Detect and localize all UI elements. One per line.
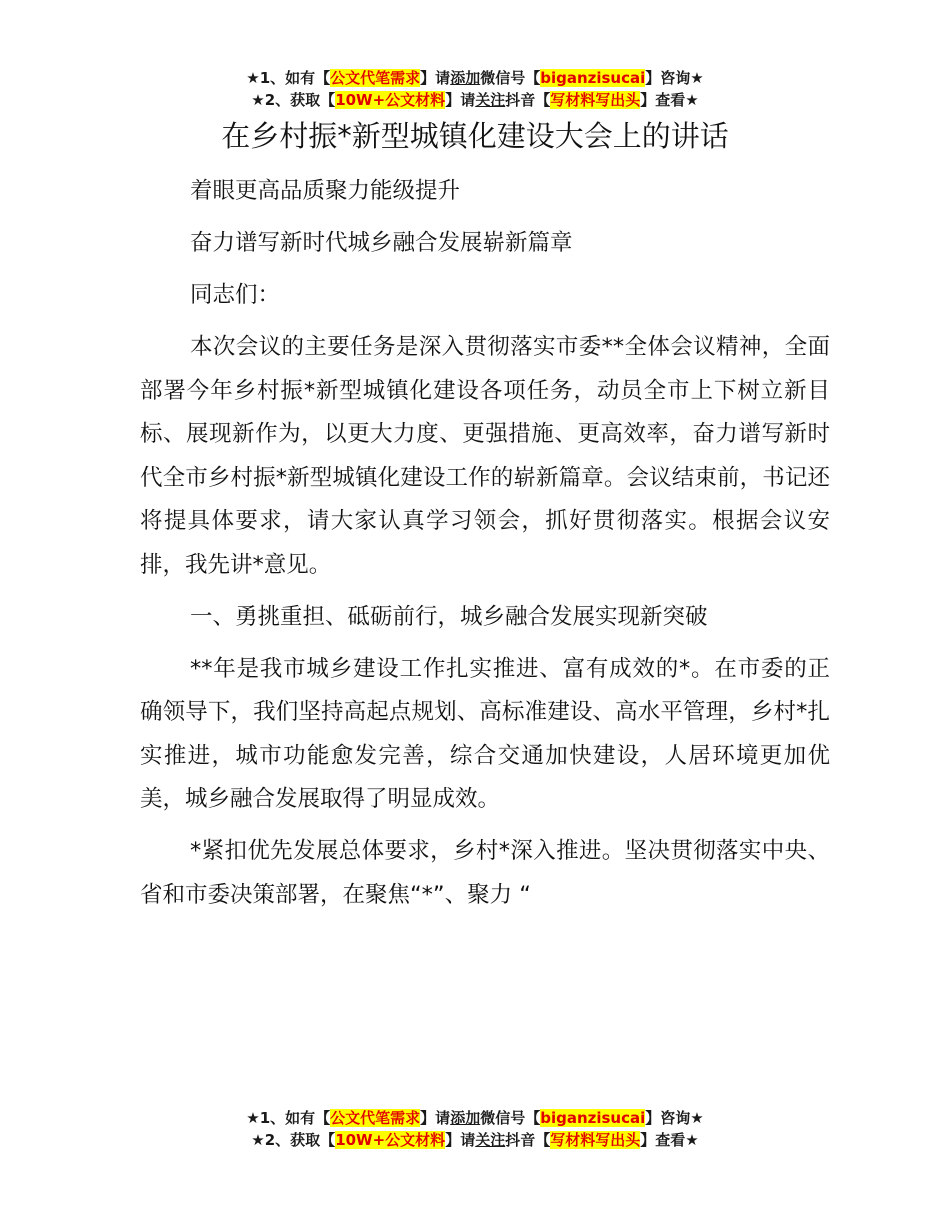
subtitle-line-2: 奋力谱写新时代城乡融合发展崭新篇章: [190, 230, 573, 256]
paragraph-intro: 本次会议的主要任务是深入贯彻落实市委**全体会议精神，全面部署今年乡村振*新型城镇化建设各项任务，动员全市上下树立新目标、展现新作为，以更大力度、更强措施、更高效率，奋力谱写新时代全市乡村振*新型城镇化建设工作的崭新篇章。会议结束前，书记还将提具体要求，请大家认真学习领会，抓好贯彻落实。根据会议安排，我先讲*意见。: [140, 334, 830, 578]
document-title: 在乡村振*新型城镇化建设大会上的讲话: [221, 119, 729, 153]
section-heading-1: 一、勇挑重担、砥砺前行，城乡融合发展实现新突破: [190, 603, 708, 630]
header-banner: [0, 67, 950, 111]
banner-line-1: ★1、如有【公文代笔需求】请添加微信号【biganzisucai】咨询★: [246, 69, 704, 87]
highlight-materials: 10W+公文材料: [335, 91, 446, 109]
highlight-wechat-id: biganzisucai: [540, 1109, 646, 1127]
paragraph-achievements: **年是我市城乡建设工作扎实推进、富有成效的*。在市委的正确领导下，我们坚持高起点规划、高标准建设、高水平管理，乡村*扎实推进，城市功能愈发完善，综合交通加快建设，人居环境更加优美，城乡融合发展取得了明显成效。: [140, 655, 830, 812]
banner-line-2: ★2、获取【10W+公文材料】请关注抖音【写材料写出头】查看★: [251, 91, 699, 109]
highlight-service: 公文代笔需求: [330, 1109, 421, 1127]
highlight-materials: 10W+公文材料: [335, 1131, 446, 1149]
footer-banner: [0, 1107, 950, 1151]
highlight-douyin-account: 写材料写出头: [550, 91, 641, 109]
subtitle-line-1: 着眼更高品质聚力能级提升: [190, 178, 461, 204]
banner-line-2: ★2、获取【10W+公文材料】请关注抖音【写材料写出头】查看★: [251, 1131, 699, 1149]
paragraph-rural: *紧扣优先发展总体要求，乡村*深入推进。坚决贯彻落实中央、省和市委决策部署，在聚焦“*”、聚力 “: [140, 838, 830, 908]
highlight-douyin-account: 写材料写出头: [550, 1131, 641, 1149]
banner-line-1: ★1、如有【公文代笔需求】请添加微信号【biganzisucai】咨询★: [246, 1109, 704, 1127]
highlight-service: 公文代笔需求: [330, 69, 421, 87]
salutation: 同志们：: [190, 282, 281, 308]
highlight-wechat-id: biganzisucai: [540, 69, 646, 87]
document-body: [140, 170, 830, 926]
